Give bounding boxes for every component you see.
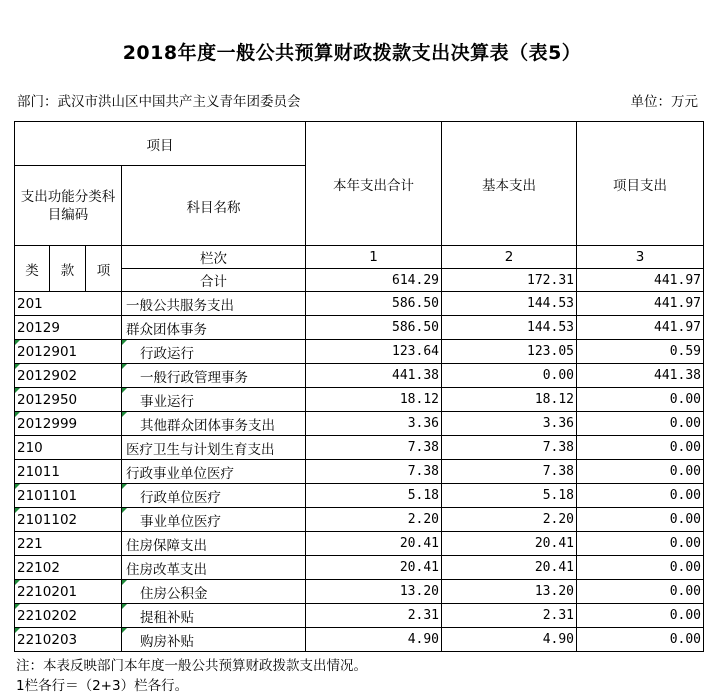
- row-code: 20129: [15, 316, 122, 340]
- row-subject-name: 行政单位医疗: [122, 484, 306, 508]
- row-subject-name: 住房改革支出: [122, 556, 306, 580]
- row-project: 0.00: [577, 580, 704, 604]
- row-subject-name: 其他群众团体事务支出: [122, 412, 306, 436]
- table-row: [15, 460, 704, 484]
- row-project: 0.00: [577, 556, 704, 580]
- row-basic: 20.41: [442, 556, 577, 580]
- header-subject-name: 科目名称: [122, 166, 306, 246]
- row-project: 0.00: [577, 532, 704, 556]
- row-total: 2.31: [306, 604, 442, 628]
- row-total: 20.41: [306, 532, 442, 556]
- row-code: 22102: [15, 556, 122, 580]
- header-col3: 3: [577, 246, 704, 269]
- row-code: 2012902: [15, 364, 122, 388]
- table-row: [15, 364, 704, 388]
- row-total: 586.50: [306, 316, 442, 340]
- row-total: 586.50: [306, 292, 442, 316]
- table-row: [15, 484, 704, 508]
- row-subject-name: 群众团体事务: [122, 316, 306, 340]
- row-project: 0.00: [577, 628, 704, 652]
- header-lanci: 栏次: [122, 246, 306, 269]
- table-row: [15, 292, 704, 316]
- header-col1: 1: [306, 246, 442, 269]
- header-col2: 2: [442, 246, 577, 269]
- row-project: 0.59: [577, 340, 704, 364]
- row-basic: 7.38: [442, 460, 577, 484]
- table-row: [15, 580, 704, 604]
- row-total: 13.20: [306, 580, 442, 604]
- note-line: 1栏各行＝（2+3）栏各行。: [16, 678, 189, 694]
- row-basic: 3.36: [442, 412, 577, 436]
- table-row: [15, 508, 704, 532]
- row-code: 210: [15, 436, 122, 460]
- row-basic: 4.90: [442, 628, 577, 652]
- table-row: [15, 436, 704, 460]
- table-row: [15, 412, 704, 436]
- row-basic: 0.00: [442, 364, 577, 388]
- row-basic: 144.53: [442, 316, 577, 340]
- row-total: 7.38: [306, 460, 442, 484]
- header-project: 项目支出: [577, 122, 704, 246]
- sum-project: 441.97: [577, 269, 704, 292]
- row-code: 221: [15, 532, 122, 556]
- table-row: [15, 316, 704, 340]
- header-kuan: 款: [50, 246, 86, 292]
- row-total: 441.38: [306, 364, 442, 388]
- header-xiang: 项: [86, 246, 122, 292]
- row-project: 0.00: [577, 388, 704, 412]
- row-code: 2101102: [15, 508, 122, 532]
- row-total: 123.64: [306, 340, 442, 364]
- row-code: 2012901: [15, 340, 122, 364]
- row-basic: 18.12: [442, 388, 577, 412]
- table-row: [15, 556, 704, 580]
- row-project: 441.38: [577, 364, 704, 388]
- table-row: [15, 604, 704, 628]
- row-subject-name: 购房补贴: [122, 628, 306, 652]
- row-project: 0.00: [577, 436, 704, 460]
- row-project: 0.00: [577, 412, 704, 436]
- row-code: 2101101: [15, 484, 122, 508]
- row-total: 5.18: [306, 484, 442, 508]
- row-project: 0.00: [577, 604, 704, 628]
- row-project: 0.00: [577, 484, 704, 508]
- row-code: 21011: [15, 460, 122, 484]
- row-basic: 20.41: [442, 532, 577, 556]
- expenditure-table: [14, 121, 704, 652]
- row-subject-name: 行政运行: [122, 340, 306, 364]
- row-total: 2.20: [306, 508, 442, 532]
- row-basic: 7.38: [442, 436, 577, 460]
- table-row: [15, 388, 704, 412]
- row-subject-name: 事业运行: [122, 388, 306, 412]
- table-row: [15, 628, 704, 652]
- row-basic: 2.20: [442, 508, 577, 532]
- header-basic: 基本支出: [442, 122, 577, 246]
- report-title: 2018年度一般公共预算财政拨款支出决算表（表5）: [122, 42, 582, 64]
- row-project: 441.97: [577, 292, 704, 316]
- row-project: 441.97: [577, 316, 704, 340]
- row-basic: 123.05: [442, 340, 577, 364]
- row-total: 18.12: [306, 388, 442, 412]
- row-subject-name: 提租补贴: [122, 604, 306, 628]
- row-code: 2210202: [15, 604, 122, 628]
- header-lei: 类: [15, 246, 50, 292]
- row-code: 2210201: [15, 580, 122, 604]
- row-code: 201: [15, 292, 122, 316]
- sum-label: 合计: [122, 269, 306, 292]
- row-total: 20.41: [306, 556, 442, 580]
- table-row: [15, 532, 704, 556]
- header-total: 本年支出合计: [306, 122, 442, 246]
- row-project: 0.00: [577, 460, 704, 484]
- notes: [16, 656, 367, 696]
- row-code: 2012999: [15, 412, 122, 436]
- row-subject-name: 一般行政管理事务: [122, 364, 306, 388]
- table-row: [15, 340, 704, 364]
- note-line: 注：本表反映部门本年度一般公共预算财政拨款支出情况。: [16, 658, 367, 674]
- unit-label: 单位：万元: [630, 94, 698, 110]
- row-basic: 5.18: [442, 484, 577, 508]
- row-basic: 2.31: [442, 604, 577, 628]
- department-label: 部门：武汉市洪山区中国共产主义青年团委员会: [17, 94, 301, 110]
- row-subject-name: 一般公共服务支出: [122, 292, 306, 316]
- row-basic: 13.20: [442, 580, 577, 604]
- row-code: 2012950: [15, 388, 122, 412]
- header-code-group: 支出功能分类科目编码: [15, 166, 122, 246]
- sum-total: 614.29: [306, 269, 442, 292]
- row-total: 4.90: [306, 628, 442, 652]
- header-item: 项目: [15, 122, 306, 166]
- row-basic: 144.53: [442, 292, 577, 316]
- row-total: 3.36: [306, 412, 442, 436]
- sum-basic: 172.31: [442, 269, 577, 292]
- row-code: 2210203: [15, 628, 122, 652]
- row-subject-name: 医疗卫生与计划生育支出: [122, 436, 306, 460]
- row-subject-name: 住房公积金: [122, 580, 306, 604]
- row-subject-name: 行政事业单位医疗: [122, 460, 306, 484]
- row-subject-name: 住房保障支出: [122, 532, 306, 556]
- row-subject-name: 事业单位医疗: [122, 508, 306, 532]
- row-project: 0.00: [577, 508, 704, 532]
- row-total: 7.38: [306, 436, 442, 460]
